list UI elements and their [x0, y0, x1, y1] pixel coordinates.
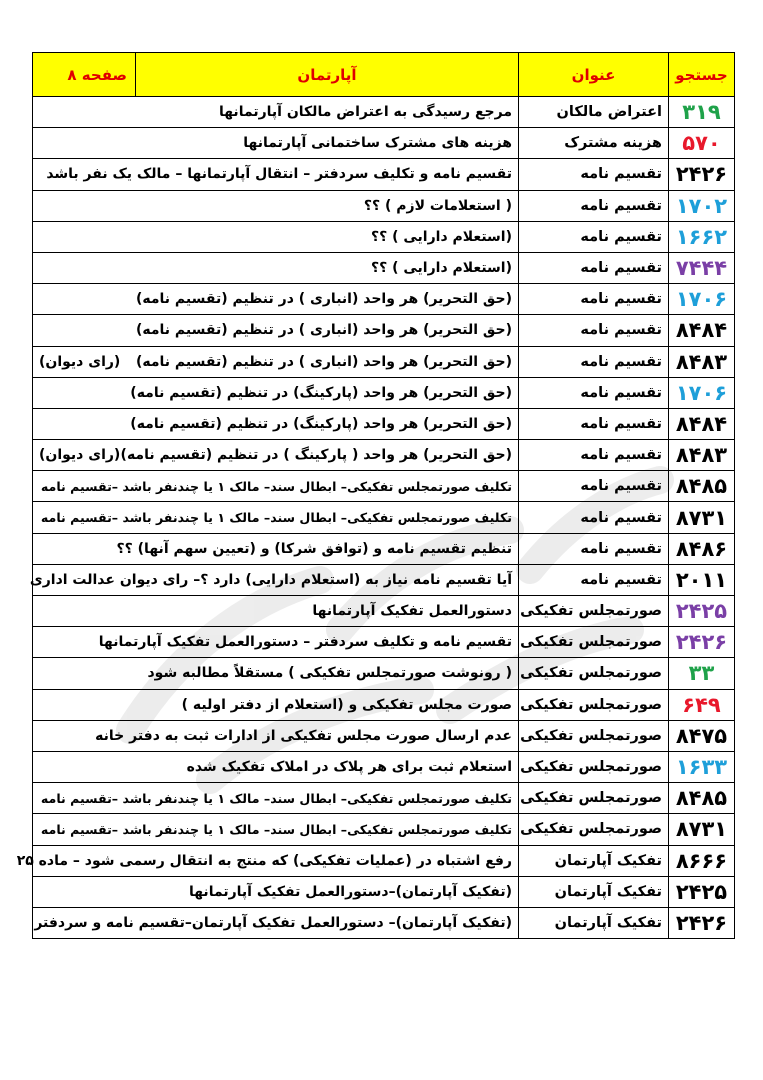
row-description: ( استعلامات لازم ) ؟؟ — [33, 190, 519, 221]
row-title: صورتمجلس تفکیکی — [519, 720, 669, 751]
row-title: تقسیم نامه — [519, 471, 669, 502]
row-note: (رای دیوان) — [39, 353, 121, 370]
row-title: تقسیم نامه — [519, 190, 669, 221]
row-title: صورتمجلس تفکیکی — [519, 783, 669, 814]
row-number: ۸۷۳۱ — [669, 814, 735, 845]
table-row — [33, 783, 735, 814]
row-number: ۲۴۲۶ — [669, 907, 735, 938]
header-search: جستجو — [669, 53, 735, 97]
row-description: تقسیم نامه و تکلیف سردفتر – دستورالعمل تفکیک آپارتمانها — [33, 627, 519, 658]
row-number: ۲۰۱۱ — [669, 564, 735, 595]
row-description: استعلام ثبت برای هر پلاک در املاک تفکیک شده — [33, 751, 519, 782]
row-title: تقسیم نامه — [519, 408, 669, 439]
row-number: ۱۷۰۶ — [669, 284, 735, 315]
row-description: ( رونوشت صورتمجلس تفکیکی ) مستقلاً مطالبه شود — [33, 658, 519, 689]
table-row — [33, 564, 735, 595]
row-number: ۲۴۲۵ — [669, 596, 735, 627]
table-row — [33, 377, 735, 408]
row-description: مرجع رسیدگی به اعتراض مالکان آپارتمانها — [33, 97, 519, 128]
table-row — [33, 284, 735, 315]
header-page: صفحه ۸ — [33, 53, 136, 97]
row-description: تکلیف صورتمجلس تفکیکی– ابطال سند– مالک ۱ یا چندنفر باشد –تقسیم نامه — [33, 502, 519, 533]
row-number: ۳۱۹ — [669, 97, 735, 128]
row-description: هزینه های مشترک ساختمانی آپارتمانها — [33, 128, 519, 159]
table-row — [33, 907, 735, 938]
row-number: ۳۳ — [669, 658, 735, 689]
row-title: تفکیک آپارتمان — [519, 876, 669, 907]
row-description: صورت مجلس تفکیکی و (استعلام از دفتر اولیه ) — [33, 689, 519, 720]
row-description: (تفکیک آپارتمان)– دستورالعمل تفکیک آپارتمان–تقسیم نامه و سردفتر — [33, 907, 519, 938]
row-number: ۱۷۰۶ — [669, 377, 735, 408]
table-row — [33, 845, 735, 876]
table-row — [33, 751, 735, 782]
row-number: ۱۶۳۳ — [669, 751, 735, 782]
row-title: صورتمجلس تفکیکی — [519, 627, 669, 658]
table-row — [33, 533, 735, 564]
row-description: (حق التحریر) هر واحد (انباری ) در تنظیم (تقسیم نامه) — [33, 315, 519, 346]
table-row — [33, 471, 735, 502]
row-number: ۸۴۸۵ — [669, 783, 735, 814]
row-note: (رای دیوان) — [39, 447, 121, 464]
row-number: ۸۷۳۱ — [669, 502, 735, 533]
table-row — [33, 252, 735, 283]
table-row — [33, 315, 735, 346]
row-description: تنظیم تقسیم نامه و (توافق شرکا) و (تعیین سهم آنها) ؟؟ — [33, 533, 519, 564]
table-row — [33, 720, 735, 751]
table-row — [33, 689, 735, 720]
row-title: صورتمجلس تفکیکی — [519, 596, 669, 627]
row-description — [33, 346, 519, 377]
table-row — [33, 596, 735, 627]
table-row — [33, 190, 735, 221]
row-description: آیا تقسیم نامه نیاز به (استعلام دارایی) دارد ؟– رای دیوان عدالت اداری — [33, 564, 519, 595]
row-description: (تفکیک آپارتمان)–دستورالعمل تفکیک آپارتمانها — [33, 876, 519, 907]
table-row — [33, 221, 735, 252]
row-description: (حق التحریر) هر واحد (پارکینگ) در تنظیم (تقسیم نامه) — [33, 408, 519, 439]
row-number: ۸۴۸۵ — [669, 471, 735, 502]
row-title: تقسیم نامه — [519, 284, 669, 315]
row-description: دستورالعمل تفکیک آپارتمانها — [33, 596, 519, 627]
table-row — [33, 502, 735, 533]
row-title: تقسیم نامه — [519, 252, 669, 283]
row-description-text: (حق التحریر) هر واحد (انباری ) در تنظیم (تقسیم نامه) — [135, 353, 512, 370]
row-number: ۸۴۸۳ — [669, 440, 735, 471]
row-title: تفکیک آپارتمان — [519, 907, 669, 938]
row-title: تقسیم نامه — [519, 502, 669, 533]
row-number: ۸۴۸۴ — [669, 315, 735, 346]
row-number: ۸۶۶۶ — [669, 845, 735, 876]
row-number: ۸۴۸۶ — [669, 533, 735, 564]
row-number: ۷۴۴۴ — [669, 252, 735, 283]
table-row — [33, 814, 735, 845]
table-row — [33, 97, 735, 128]
row-number: ۱۷۰۲ — [669, 190, 735, 221]
row-title: تقسیم نامه — [519, 564, 669, 595]
row-title: صورتمجلس تفکیکی — [519, 689, 669, 720]
row-description: تکلیف صورتمجلس تفکیکی– ابطال سند– مالک ۱ یا چندنفر باشد –تقسیم نامه — [33, 783, 519, 814]
row-description: (استعلام دارایی ) ؟؟ — [33, 221, 519, 252]
row-title: تقسیم نامه — [519, 346, 669, 377]
row-description: رفع اشتباه در (عملیات تفکیکی) که منتج به انتقال رسمی شود – ماده ۲۵ — [33, 845, 519, 876]
row-description — [33, 440, 519, 471]
index-table — [16, 52, 735, 939]
table-row — [33, 408, 735, 439]
table-row — [33, 159, 735, 190]
row-title: هزینه مشترک — [519, 128, 669, 159]
row-number: ۵۷۰ — [669, 128, 735, 159]
row-description: (حق التحریر) هر واحد (پارکینگ) در تنظیم (تقسیم نامه) — [33, 377, 519, 408]
row-description-text: (حق التحریر) هر واحد ( پارکینگ ) در تنظیم (تقسیم نامه) — [120, 447, 512, 464]
table-row — [33, 440, 735, 471]
row-title: تفکیک آپارتمان — [519, 845, 669, 876]
table-row — [33, 658, 735, 689]
row-description: تکلیف صورتمجلس تفکیکی– ابطال سند– مالک ۱ یا چندنفر باشد –تقسیم نامه — [33, 814, 519, 845]
row-number: ۲۴۲۶ — [669, 627, 735, 658]
row-title: صورتمجلس تفکیکی — [519, 814, 669, 845]
row-title: صورتمجلس تفکیکی — [519, 658, 669, 689]
row-title: اعتراض مالکان — [519, 97, 669, 128]
row-number: ۶۴۹ — [669, 689, 735, 720]
row-number: ۱۶۶۲ — [669, 221, 735, 252]
row-title: تقسیم نامه — [519, 533, 669, 564]
header-row — [33, 53, 735, 97]
table-row — [33, 876, 735, 907]
row-description: عدم ارسال صورت مجلس تفکیکی از ادارات ثبت به دفتر خانه — [33, 720, 519, 751]
row-description: (حق التحریر) هر واحد (انباری ) در تنظیم (تقسیم نامه) — [33, 284, 519, 315]
row-number: ۸۴۷۵ — [669, 720, 735, 751]
table-row — [33, 346, 735, 377]
header-title: عنوان — [519, 53, 669, 97]
row-title: تقسیم نامه — [519, 377, 669, 408]
row-title: تقسیم نامه — [519, 315, 669, 346]
row-description: تکلیف صورتمجلس تفکیکی– ابطال سند– مالک ۱ یا چندنفر باشد –تقسیم نامه — [33, 471, 519, 502]
row-title: تقسیم نامه — [519, 440, 669, 471]
row-number: ۸۴۸۳ — [669, 346, 735, 377]
table-row — [33, 128, 735, 159]
row-number: ۸۴۸۴ — [669, 408, 735, 439]
row-title: صورتمجلس تفکیکی — [519, 751, 669, 782]
row-title: تقسیم نامه — [519, 159, 669, 190]
row-description: (استعلام دارایی ) ؟؟ — [33, 252, 519, 283]
row-number: ۲۴۲۶ — [669, 159, 735, 190]
row-number: ۲۴۲۵ — [669, 876, 735, 907]
row-description: تقسیم نامه و تکلیف سردفتر – انتقال آپارتمانها – مالک یک نفر باشد — [33, 159, 519, 190]
row-title: تقسیم نامه — [519, 221, 669, 252]
header-apartment: آپارتمان — [136, 53, 519, 97]
table-row — [33, 627, 735, 658]
